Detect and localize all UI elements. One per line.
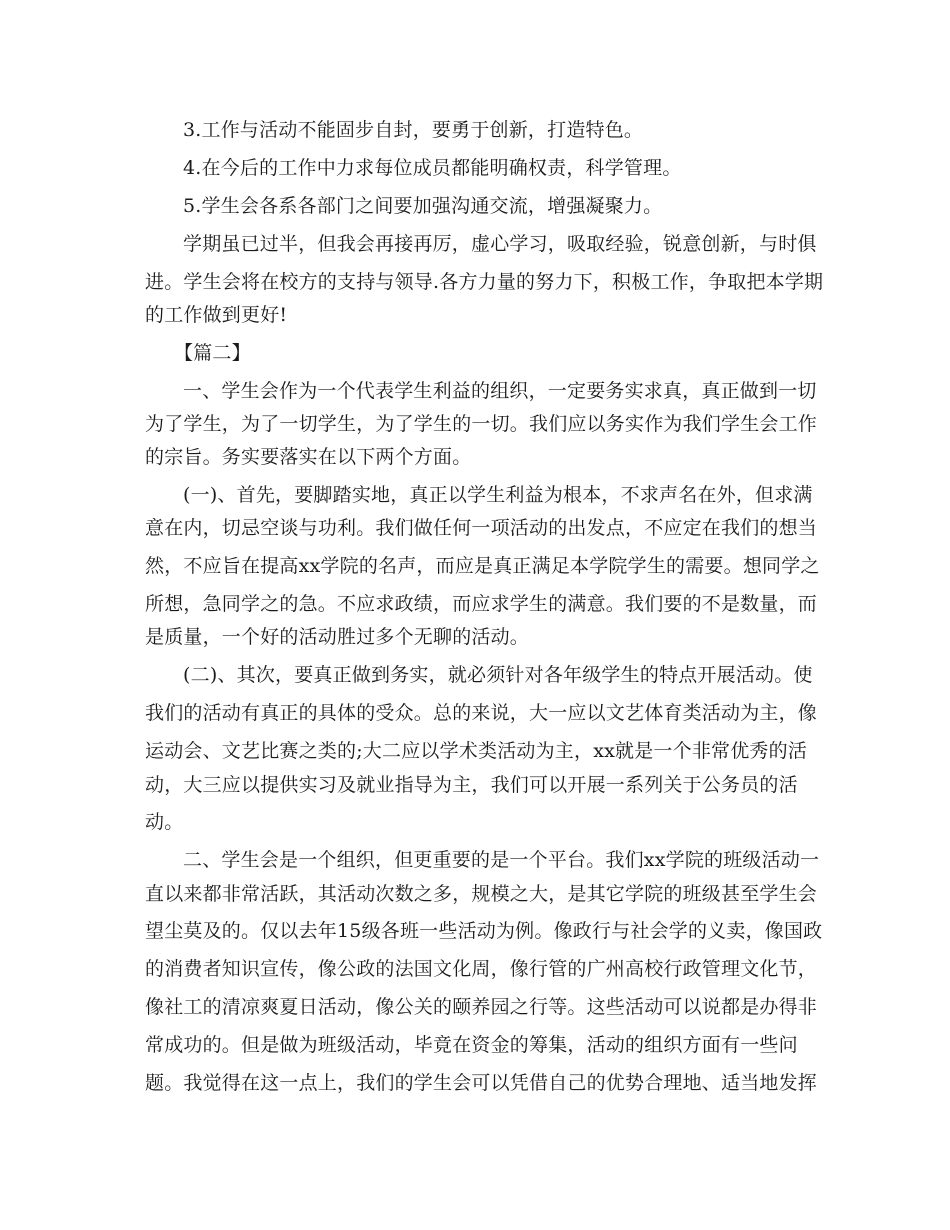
text-line: (一)、首先，要脚踏实地，真正以学生利益为根本，不求声名在外，但求满: [183, 484, 813, 506]
text-line: 我们的活动有真正的具体的受众。总的来说，大一应以文艺体育类活动为主，像: [145, 702, 818, 724]
text-line: 一、学生会作为一个代表学生利益的组织，一定要务实求真，真正做到一切: [183, 380, 817, 402]
section-heading: 【篇二】: [174, 342, 251, 364]
text-line: 所想，急同学之的急。不应求政绩，而应求学生的满意。我们要的不是数量，而: [145, 593, 818, 615]
text-line: 望尘莫及的。仅以去年15级各班一些活动为例。像政行与社会学的义卖，像国政: [145, 920, 823, 942]
text-line: 意在内，切忌空谈与功利。我们做任何一项活动的出发点，不应定在我们的想当: [145, 517, 818, 539]
text-line: 学期虽已过半，但我会再接再厉，虚心学习，吸取经验，锐意创新，与时俱: [183, 233, 817, 255]
text-line: 的工作做到更好!: [145, 304, 288, 326]
text-line: 运动会、文艺比赛之类的;大二应以学术类活动为主，xx就是一个非常优秀的活: [145, 740, 808, 762]
text-line: 的宗旨。务实要落实在以下两个方面。: [145, 446, 472, 468]
text-line: 进。学生会将在校方的支持与领导.各方力量的努力下，积极工作，争取把本学期: [145, 271, 824, 293]
text-line: 二、学生会是一个组织，但更重要的是一个平台。我们xx学院的班级活动一: [183, 849, 820, 871]
text-line: 直以来都非常活跃，其活动次数之多，规模之大，是其它学院的班级甚至学生会: [145, 883, 818, 905]
text-line: 为了学生，为了一切学生，为了学生的一切。我们应以务实作为我们学生会工作: [145, 413, 818, 435]
text-line: 然，不应旨在提高xx学院的名声，而应是真正满足本学院学生的需要。想同学之: [145, 555, 820, 577]
text-line: 动，大三应以提供实习及就业指导为主，我们可以开展一系列关于公务员的活: [145, 774, 798, 796]
text-line: 动。: [145, 811, 184, 833]
text-line: 的消费者知识宣传，像公政的法国文化周，像行管的广州高校行政管理文化节，: [145, 958, 818, 980]
text-line: 3.工作与活动不能固步自封，要勇于创新，打造特色。: [183, 119, 644, 141]
text-line: 常成功的。但是做为班级活动，毕竟在资金的筹集，活动的组织方面有一些问: [145, 1034, 798, 1056]
text-line: (二)、其次，要真正做到务实，就必须针对各年级学生的特点开展活动。使: [183, 664, 813, 686]
text-line: 是质量，一个好的活动胜过多个无聊的活动。: [145, 626, 530, 648]
text-line: 像社工的清凉爽夏日活动，像公关的颐养园之行等。这些活动可以说都是办得非: [145, 996, 818, 1018]
text-line: 5.学生会各系各部门之间要加强沟通交流，增强凝聚力。: [183, 195, 663, 217]
text-line: 题。我觉得在这一点上，我们的学生会可以凭借自己的优势合理地、适当地发挥: [145, 1072, 818, 1094]
text-line: 4.在今后的工作中力求每位成员都能明确权责，科学管理。: [183, 157, 682, 179]
